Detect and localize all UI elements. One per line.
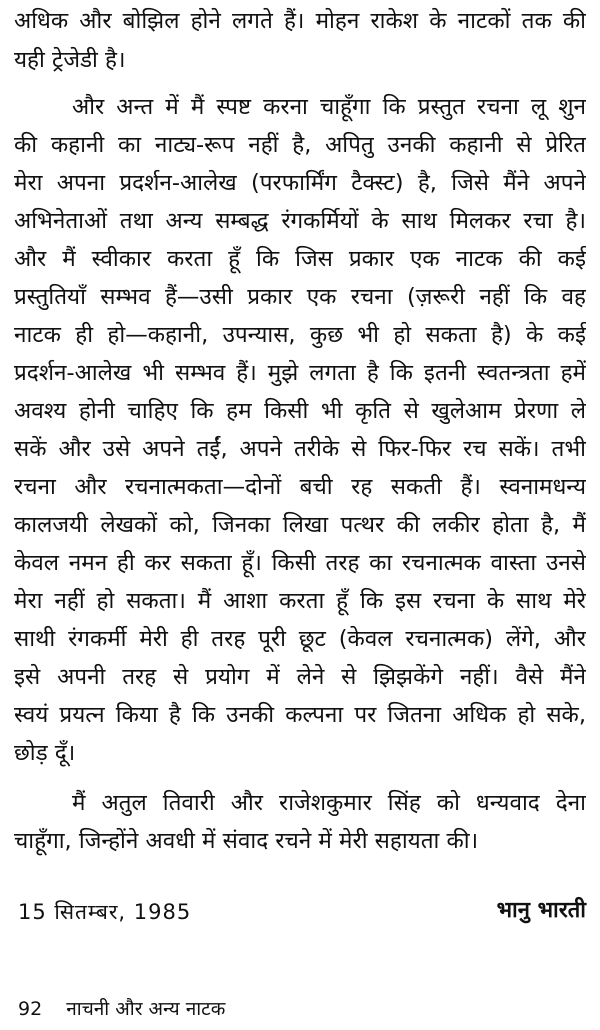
text-line: सकें और उसे अपने तईं, अपने तरीके से फिर-फिर रच सकें। तभी — [14, 436, 586, 462]
text-line: नाटक ही हो—कहानी, उपन्यास, कुछ भी हो सकता है) के कई — [14, 322, 586, 348]
text-line: चाहूँगा, जिन्होंने अवधी में संवाद रचने में मेरी सहायता की। — [14, 828, 479, 854]
text-line: यही ट्रेजेडी है। — [14, 47, 126, 73]
text-line: रचना और रचनात्मकता—दोनों बची रह सकती हैं। स्वनामधन्य — [14, 474, 586, 500]
text-line: मैं अतुल तिवारी और राजेशकुमार सिंह को धन्यवाद देना — [72, 790, 586, 816]
text-line: और मैं स्वीकार करता हूँ कि जिस प्रकार एक नाटक की कई — [14, 246, 586, 272]
text-line: प्रस्तुतियाँ सम्भव हैं—उसी प्रकार एक रचना (ज़रूरी नहीं कि वह — [14, 284, 586, 310]
page-footer — [18, 995, 225, 1023]
text-line: केवल नमन ही कर सकता हूँ। किसी तरह का रचनात्मक वास्ता उनसे — [14, 550, 586, 576]
text-line: और अन्त में मैं स्पष्ट करना चाहूँगा कि प्रस्तुत रचना लू शुन — [72, 94, 586, 120]
text-line: की कहानी का नाट्य-रूप नहीं है, अपितु उनकी कहानी से प्रेरित — [14, 132, 586, 158]
book-title: नाचनी और अन्य नाटक — [66, 998, 226, 1020]
text-line: स्वयं प्रयत्न किया है कि उनकी कल्पना पर जितना अधिक हो सके, — [14, 702, 586, 728]
text-line: इसे अपनी तरह से प्रयोग में लेने से झिझकेंगे नहीं। वैसे मैंने — [14, 664, 586, 690]
text-line: प्रदर्शन-आलेख भी सम्भव हैं। मुझे लगता है कि इतनी स्वतन्त्रता हमें — [14, 360, 586, 386]
text-line: साथी रंगकर्मी मेरी ही तरह पूरी छूट (केवल रचनात्मक) लेंगे, और — [14, 626, 586, 652]
preface-date: 15 सितम्बर, 1985 — [18, 900, 192, 924]
text-line: मेरा अपना प्रदर्शन-आलेख (परफार्मिंग टैक्स्ट) है, जिसे मैंने अपने — [14, 170, 586, 196]
text-line: छोड़ दूँ। — [14, 740, 76, 766]
text-line: मेरा नहीं हो सकता। मैं आशा करता हूँ कि इस रचना के साथ मेरे — [14, 588, 586, 614]
page-number: 92 — [18, 998, 43, 1020]
text-line: अवश्य होनी चाहिए कि हम किसी भी कृति से खुलेआम प्रेरणा ले — [14, 398, 586, 424]
text-line: कालजयी लेखकों को, जिनका लिखा पत्थर की लकीर होता है, मैं — [14, 512, 586, 538]
text-line: अधिक और बोझिल होने लगते हैं। मोहन राकेश के नाटकों तक की — [14, 8, 586, 34]
text-line: अभिनेताओं तथा अन्य सम्बद्ध रंगकर्मियों के साथ मिलकर रचा है। — [14, 208, 586, 234]
author-signature: भानु भारती — [496, 898, 586, 923]
